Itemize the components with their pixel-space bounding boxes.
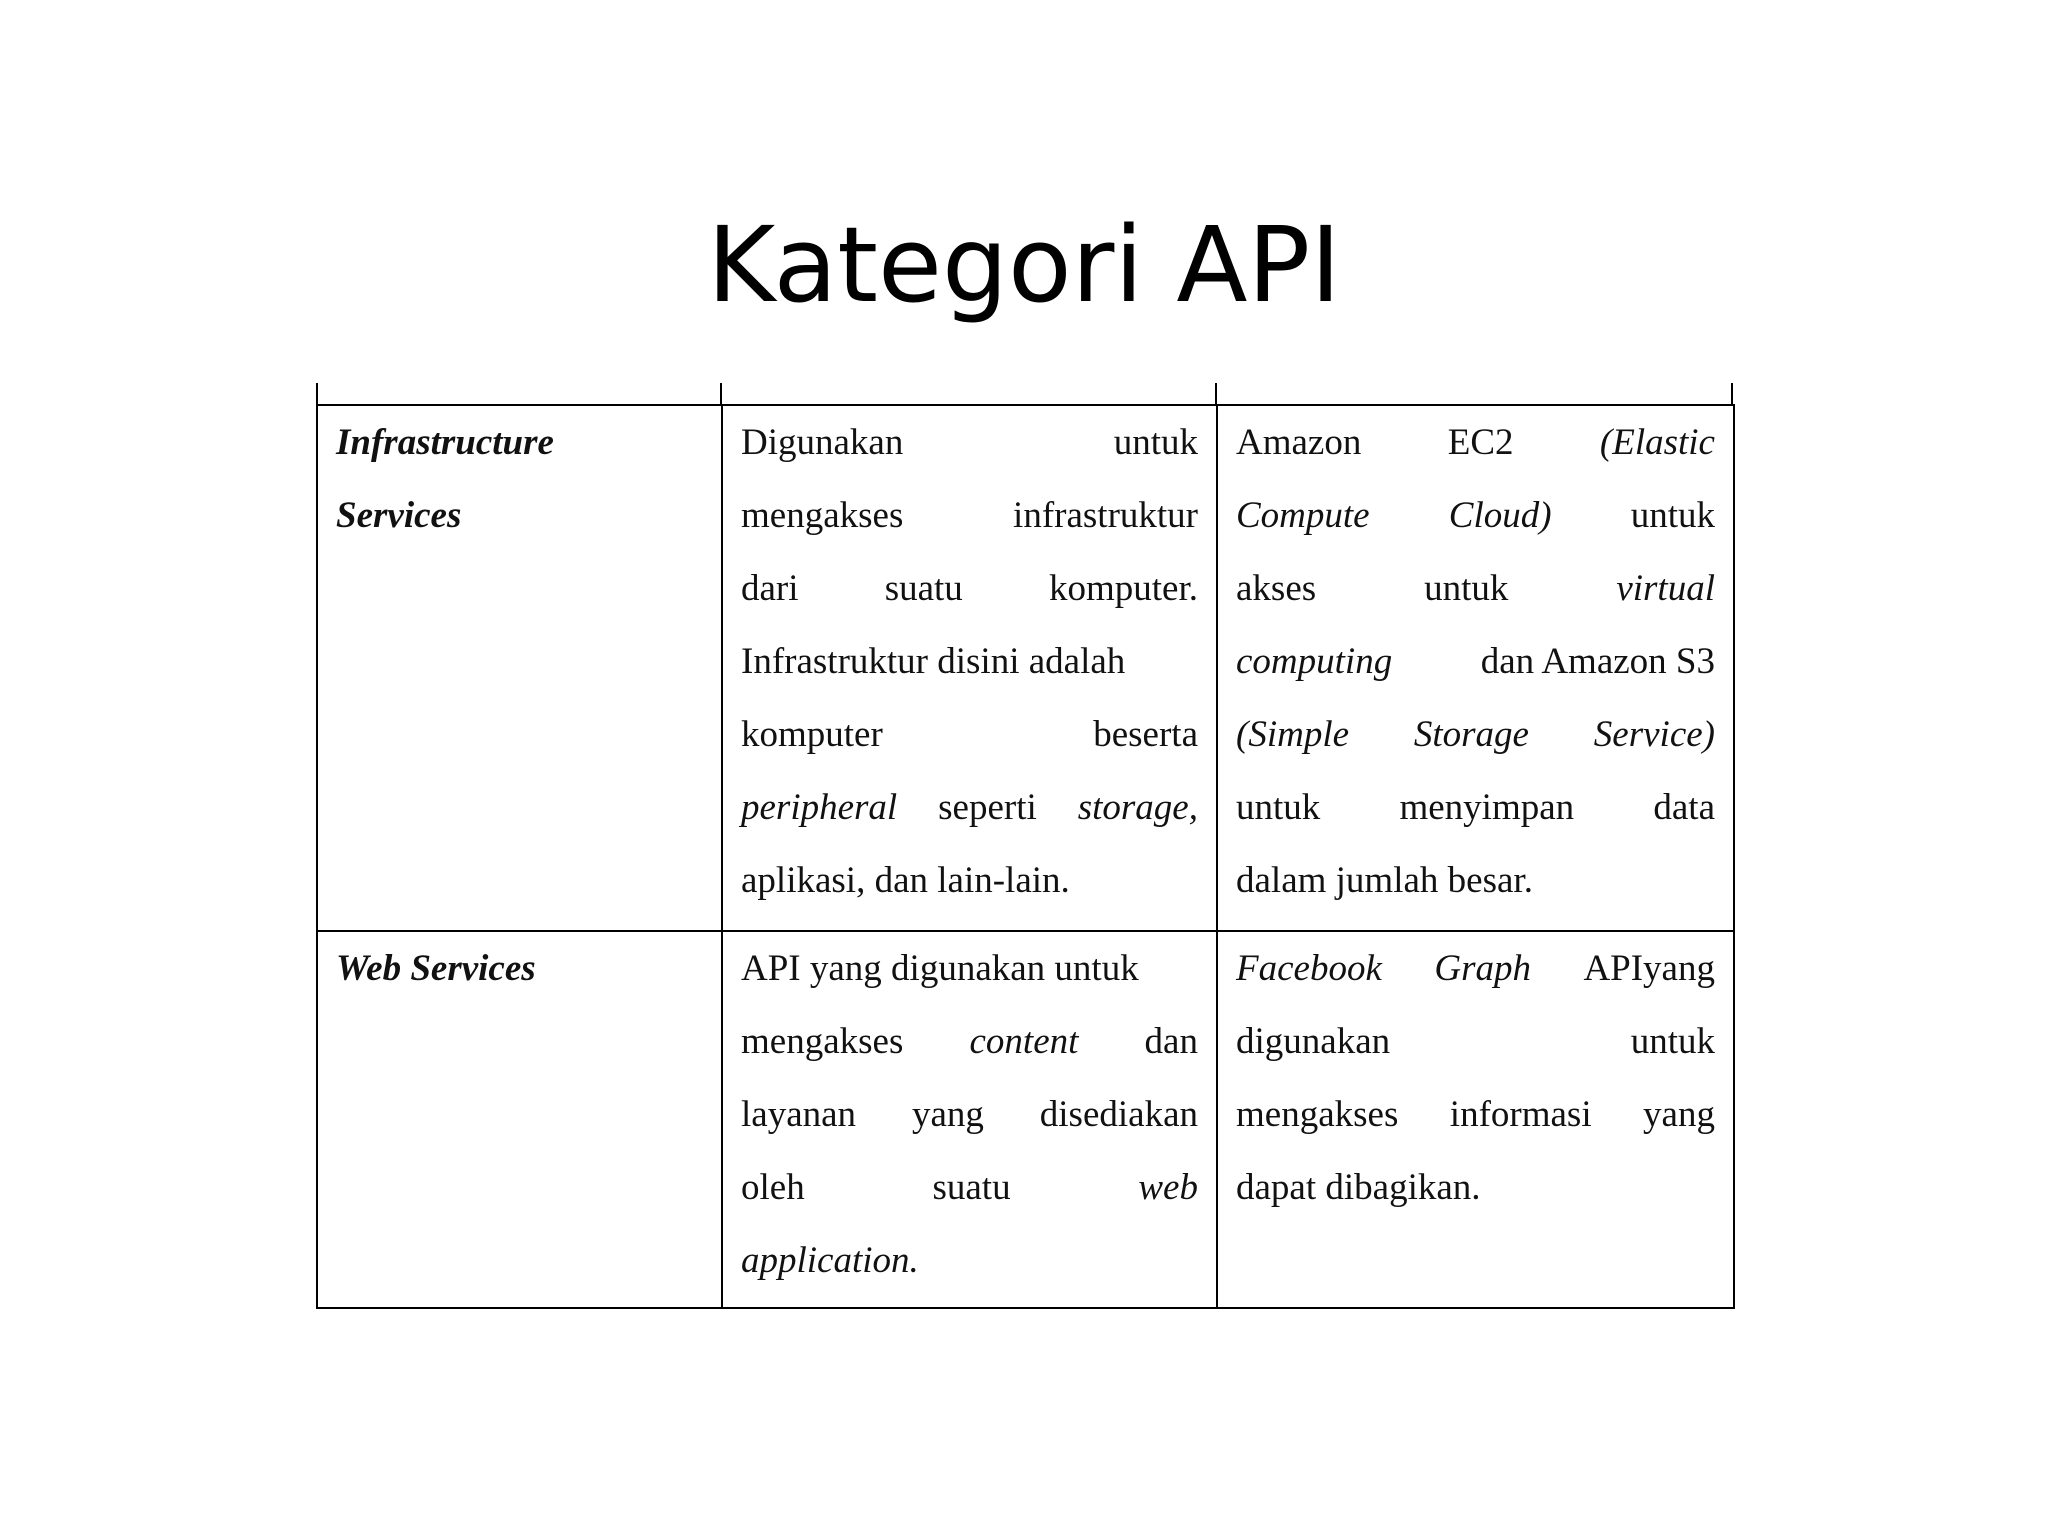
word: informasi — [1449, 1094, 1592, 1135]
word: suatu — [932, 1167, 1011, 1208]
word: virtual — [1616, 568, 1715, 609]
text-line — [741, 698, 1198, 771]
text-line — [741, 1151, 1198, 1224]
word: data — [1653, 787, 1715, 828]
category-label: Web Services — [336, 948, 536, 989]
table-top-cut-lines — [316, 383, 1733, 405]
text-line: aplikasi, dan lain-lain. — [741, 860, 1070, 901]
word: untuk — [1236, 787, 1321, 828]
word: Amazon — [1236, 422, 1362, 463]
word: untuk — [1630, 495, 1715, 536]
text-line — [1236, 552, 1715, 625]
word: Compute — [1236, 495, 1370, 536]
word: Digunakan — [741, 422, 904, 463]
word: Storage — [1413, 714, 1529, 755]
word: komputer. — [1048, 568, 1198, 609]
word: content — [969, 1021, 1079, 1062]
text-line — [1236, 479, 1715, 552]
category-cell — [317, 931, 722, 1308]
text-line — [741, 479, 1198, 552]
text-line — [741, 1005, 1198, 1078]
word: peripheral — [741, 787, 898, 828]
text-line — [1236, 406, 1715, 479]
word: mengakses — [741, 495, 904, 536]
word: computing — [1236, 641, 1393, 682]
word: seperti — [938, 787, 1037, 828]
word: komputer — [741, 714, 883, 755]
word: yang — [1643, 1094, 1715, 1135]
text-line — [741, 406, 1198, 479]
word: storage, — [1077, 787, 1198, 828]
text-line — [741, 1078, 1198, 1151]
word: layanan — [741, 1094, 857, 1135]
word: mengakses — [1236, 1094, 1399, 1135]
word: untuk — [1113, 422, 1198, 463]
word: digunakan — [1236, 1021, 1391, 1062]
word: infrastruktur — [1013, 495, 1198, 536]
text-line — [741, 552, 1198, 625]
text-line — [1236, 698, 1715, 771]
word: APIyang — [1583, 948, 1715, 989]
description-cell — [722, 931, 1217, 1308]
word: menyimpan — [1399, 787, 1575, 828]
text-line: application. — [741, 1240, 919, 1281]
word: akses — [1236, 568, 1317, 609]
word: EC2 — [1447, 422, 1514, 463]
api-category-table-image — [316, 383, 1733, 1283]
cut-line — [1215, 383, 1217, 405]
word: (Elastic — [1599, 422, 1715, 463]
word: Graph — [1434, 948, 1531, 989]
text-line — [741, 771, 1198, 844]
text-line — [1236, 1078, 1715, 1151]
text-line: API yang digunakan untuk — [741, 948, 1139, 989]
example-cell — [1217, 405, 1734, 931]
text-line: Infrastruktur disini adalah — [741, 641, 1126, 682]
word: Facebook — [1236, 948, 1382, 989]
word: yang — [911, 1094, 984, 1135]
word: beserta — [1093, 714, 1198, 755]
word: untuk — [1424, 568, 1509, 609]
cut-line — [316, 383, 318, 405]
word: untuk — [1630, 1021, 1715, 1062]
word: dan — [1144, 1021, 1198, 1062]
word: mengakses — [741, 1021, 904, 1062]
word: disediakan — [1039, 1094, 1198, 1135]
text-line — [1236, 771, 1715, 844]
category-cell — [317, 405, 722, 931]
category-label: Services — [336, 495, 462, 536]
text-line — [1236, 1005, 1715, 1078]
word: Cloud) — [1448, 495, 1552, 536]
text-line: dapat dibagikan. — [1236, 1167, 1481, 1208]
text-line — [1236, 932, 1715, 1005]
word: web — [1138, 1167, 1198, 1208]
cut-line — [1731, 383, 1733, 405]
category-label: Infrastructure — [336, 422, 554, 463]
table-row — [317, 405, 1734, 931]
text-line: dalam jumlah besar. — [1236, 860, 1533, 901]
description-cell — [722, 405, 1217, 931]
slide-title: Kategori API — [707, 203, 1341, 326]
text-line — [1236, 625, 1715, 698]
example-cell — [1217, 931, 1734, 1308]
word: Service) — [1593, 714, 1715, 755]
word: oleh — [741, 1167, 805, 1208]
word: dari — [741, 568, 799, 609]
word: suatu — [884, 568, 963, 609]
word: (Simple — [1236, 714, 1350, 755]
cut-line — [720, 383, 722, 405]
word: dan Amazon S3 — [1480, 641, 1715, 682]
api-category-table — [316, 404, 1735, 1309]
table-row — [317, 931, 1734, 1308]
